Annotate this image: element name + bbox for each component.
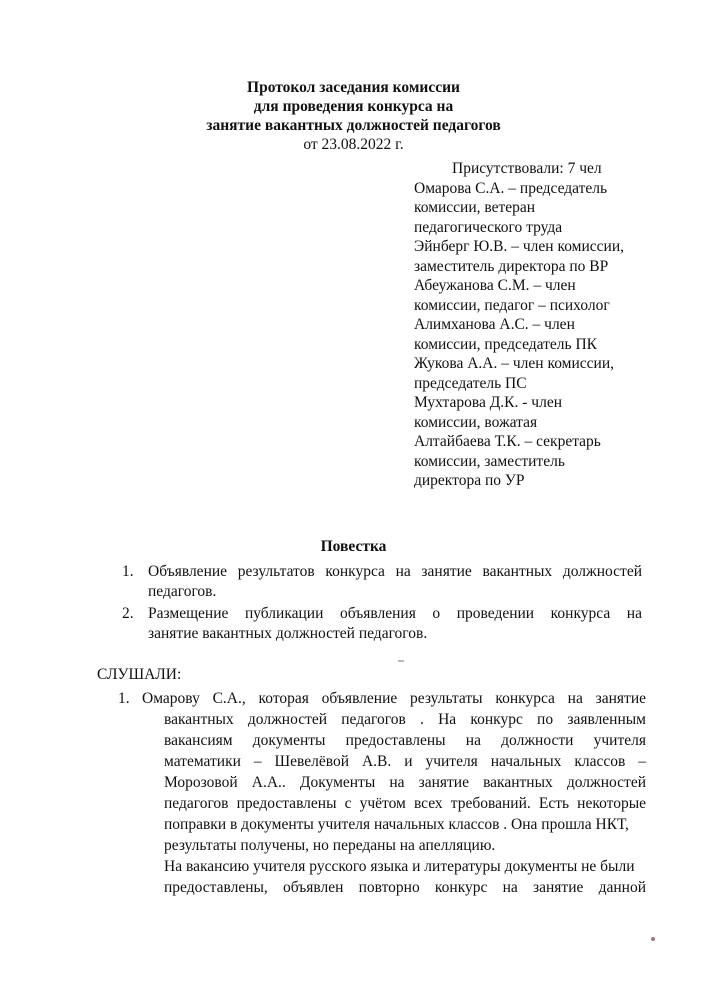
body-line: математики – Шевелёвой А.В. и учителя начальных классов – bbox=[164, 753, 646, 770]
attendee-line: Мухтарова Д.К. - член bbox=[414, 394, 562, 411]
agenda-item-text: Размещение публикации объявления о проведении конкурса на bbox=[148, 605, 642, 622]
title-line-1: Протокол заседания комиссии bbox=[247, 79, 460, 96]
agenda-item-text: педагогов. bbox=[148, 583, 217, 600]
protocol-date: от 23.08.2022 г. bbox=[303, 136, 404, 153]
attendee-line: педагогического труда bbox=[414, 218, 563, 236]
attendee-line: Абеужанова С.М. – член bbox=[414, 277, 576, 294]
agenda-item-text: Объявление результатов конкурса на занятие вакантных должностей bbox=[148, 563, 642, 580]
attendees-heading: Присутствовали: 7 чел bbox=[452, 160, 602, 177]
title-line-3: занятие вакантных должностей педагогов bbox=[206, 117, 501, 134]
body-line: Омарову С.А., которая объявление результаты конкурса на занятие bbox=[142, 690, 646, 707]
agenda-item bbox=[122, 604, 642, 644]
body-line: педагогов предоставлены с учётом всех требований. Есть некоторые bbox=[164, 795, 646, 812]
attendee-line: Алтайбаева Т.К. – секретарь bbox=[414, 433, 601, 450]
attendee-line: Жукова А.А. – член комиссии, bbox=[414, 355, 614, 372]
attendee-line: заместитель директора по ВР bbox=[414, 257, 609, 275]
attendee-line: Эйнберг Ю.В. – член комиссии, bbox=[414, 238, 624, 255]
attendee-line: директора по УР bbox=[414, 472, 525, 489]
attendee-line: комиссии, вожатая bbox=[414, 413, 538, 431]
attendee-line: комиссии, заместитель bbox=[414, 452, 565, 470]
body-line: предоставлены, объявлен повторно конкурс на занятие данной bbox=[164, 879, 646, 896]
agenda-item-text: занятие вакантных должностей педагогов. bbox=[148, 625, 428, 642]
agenda-item bbox=[122, 562, 642, 602]
heard-body bbox=[118, 688, 646, 898]
agenda-list bbox=[122, 562, 642, 646]
attendee-line: комиссии, председатель ПК bbox=[414, 335, 597, 353]
body-line: вакансиям документы предоставлены на должности учителя bbox=[164, 732, 646, 749]
heard-item-number: 1. bbox=[118, 690, 130, 707]
attendee-line: комиссии, педагог – психолог bbox=[414, 296, 610, 314]
agenda-item-number: 2. bbox=[122, 605, 134, 622]
attendee-line: Алимханова А.С. – член bbox=[414, 316, 575, 333]
attendee-line: комиссии, ветеран bbox=[414, 199, 536, 216]
heard-label: СЛУШАЛИ: bbox=[97, 666, 182, 683]
body-line: вакантных должностей педагогов . На конкурс по заявленным bbox=[164, 711, 646, 728]
attendee-line: Омарова С.А. – председатель bbox=[414, 179, 608, 197]
agenda-title: Повестка bbox=[320, 538, 387, 555]
body-line: результаты получены, но переданы на апелляцию. bbox=[164, 837, 496, 854]
body-line: Морозовой А.А.. Документы на занятие вакантных должностей bbox=[164, 774, 646, 791]
scan-mark bbox=[398, 660, 404, 662]
title-line-2: для проведения конкурса на bbox=[253, 98, 454, 115]
agenda-item-number: 1. bbox=[122, 563, 134, 580]
attendees-block bbox=[414, 159, 694, 491]
protocol-title bbox=[0, 78, 707, 154]
body-line: поправки в документы учителя начальных классов . Она прошла НКТ, bbox=[164, 816, 629, 833]
scan-speck bbox=[651, 937, 655, 941]
body-line: На вакансию учителя русского языка и литературы документы не были bbox=[164, 858, 635, 875]
attendee-line: председатель ПС bbox=[414, 374, 527, 392]
